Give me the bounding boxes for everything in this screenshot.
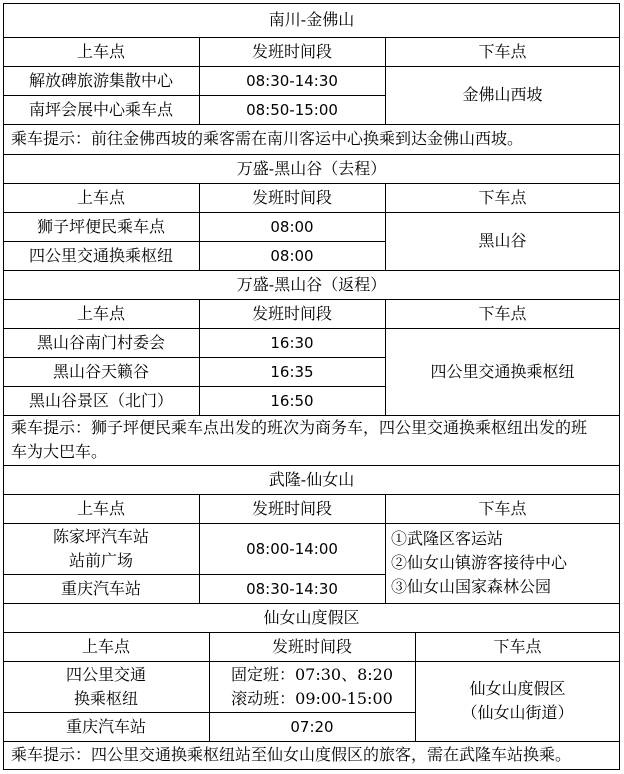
departure-time: 16:30 bbox=[270, 333, 314, 352]
section-title-heishangu-outbound: 万盛-黑山谷（去程） bbox=[236, 158, 387, 178]
alighting-point-line: 仙女山度假区 bbox=[469, 679, 566, 698]
boarding-point-line: 站前广场 bbox=[68, 550, 133, 570]
travel-note-line: 乘车提示：狮子坪便民乘车点出发的班次为商务车，四公里交通换乘枢纽出发的班 bbox=[11, 418, 588, 437]
departure-time: 08:50-15:00 bbox=[246, 100, 338, 119]
boarding-point: 重庆汽车站 bbox=[65, 716, 146, 736]
header-departure-time: 发班时间段 bbox=[251, 303, 332, 323]
section-title-nanchuan: 南川-金佛山 bbox=[268, 10, 355, 29]
header-boarding-point: 上车点 bbox=[76, 187, 125, 207]
travel-note: 乘车提示：四公里交通换乘枢纽站至仙女山度假区的旅客，需在武隆车站换乘。 bbox=[11, 745, 572, 764]
header-alighting-point: 下车点 bbox=[493, 636, 542, 656]
departure-time: 08:00 bbox=[270, 246, 314, 265]
boarding-point bbox=[3, 523, 199, 574]
boarding-point-line: 陈家坪汽车站 bbox=[52, 526, 149, 546]
header-alighting-point: 下车点 bbox=[478, 303, 527, 323]
travel-note bbox=[3, 415, 620, 465]
alighting-point: ③仙女山国家森林公园 bbox=[391, 577, 552, 596]
header-boarding-point: 上车点 bbox=[76, 41, 125, 61]
header-alighting-point: 下车点 bbox=[478, 187, 527, 207]
bus-schedule-table bbox=[3, 3, 620, 770]
header-alighting-point: 下车点 bbox=[478, 41, 527, 61]
header-departure-time: 发班时间段 bbox=[251, 41, 332, 61]
header-departure-time: 发班时间段 bbox=[271, 636, 352, 656]
boarding-point: 黑山谷南门村委会 bbox=[36, 332, 165, 352]
alighting-point: 黑山谷 bbox=[478, 231, 527, 250]
boarding-point: 狮子坪便民乘车点 bbox=[36, 216, 165, 236]
alighting-point-list bbox=[385, 523, 620, 603]
boarding-point-line: 换乘枢纽 bbox=[73, 688, 138, 708]
alighting-point: ①武隆区客运站 bbox=[391, 529, 504, 548]
header-boarding-point: 上车点 bbox=[76, 303, 125, 323]
boarding-point bbox=[3, 661, 209, 712]
boarding-point-line: 四公里交通 bbox=[65, 664, 146, 684]
alighting-point-line: （仙女山街道） bbox=[461, 703, 574, 722]
departure-time: 08:00-14:00 bbox=[246, 539, 338, 558]
section-title-xiannvshan: 武隆-仙女山 bbox=[268, 469, 355, 489]
header-alighting-point: 下车点 bbox=[478, 498, 527, 518]
alighting-point: ②仙女山镇游客接待中心 bbox=[391, 553, 568, 572]
boarding-point: 重庆汽车站 bbox=[60, 578, 141, 598]
alighting-point bbox=[415, 661, 620, 741]
travel-note-line: 车为大巴车。 bbox=[11, 442, 108, 461]
section-title-heishangu-return: 万盛-黑山谷（返程） bbox=[236, 274, 387, 294]
travel-note: 乘车提示：前往金佛西坡的乘客需在南川客运中心换乘到达金佛山西坡。 bbox=[11, 129, 524, 148]
alighting-point: 四公里交通换乘枢纽 bbox=[430, 361, 575, 381]
header-departure-time: 发班时间段 bbox=[251, 187, 332, 207]
departure-time: 16:50 bbox=[270, 391, 314, 410]
departure-time bbox=[209, 661, 415, 712]
rolling-schedule: 滚动班：09:00-15:00 bbox=[231, 688, 393, 708]
departure-time: 08:30-14:30 bbox=[246, 71, 338, 90]
travel-note-text bbox=[11, 416, 587, 464]
departure-time: 08:00 bbox=[270, 217, 314, 236]
header-departure-time: 发班时间段 bbox=[251, 498, 332, 518]
departure-time: 08:30-14:30 bbox=[246, 579, 338, 598]
fixed-schedule: 固定班：07:30、8:20 bbox=[230, 664, 394, 684]
boarding-point: 黑山谷天籁谷 bbox=[52, 361, 149, 381]
boarding-point: 解放碑旅游集散中心 bbox=[28, 70, 173, 90]
boarding-point: 四公里交通换乘枢纽 bbox=[28, 245, 173, 265]
header-boarding-point: 上车点 bbox=[76, 498, 125, 518]
header-boarding-point: 上车点 bbox=[81, 636, 130, 656]
boarding-point: 黑山谷景区（北门） bbox=[28, 390, 173, 410]
departure-time: 16:35 bbox=[270, 362, 314, 381]
departure-time: 07:20 bbox=[290, 717, 334, 736]
section-title-xiannvshan-resort: 仙女山度假区 bbox=[263, 607, 360, 627]
boarding-point: 南坪会展中心乘车点 bbox=[28, 99, 173, 119]
alighting-point: 金佛山西坡 bbox=[462, 85, 543, 104]
